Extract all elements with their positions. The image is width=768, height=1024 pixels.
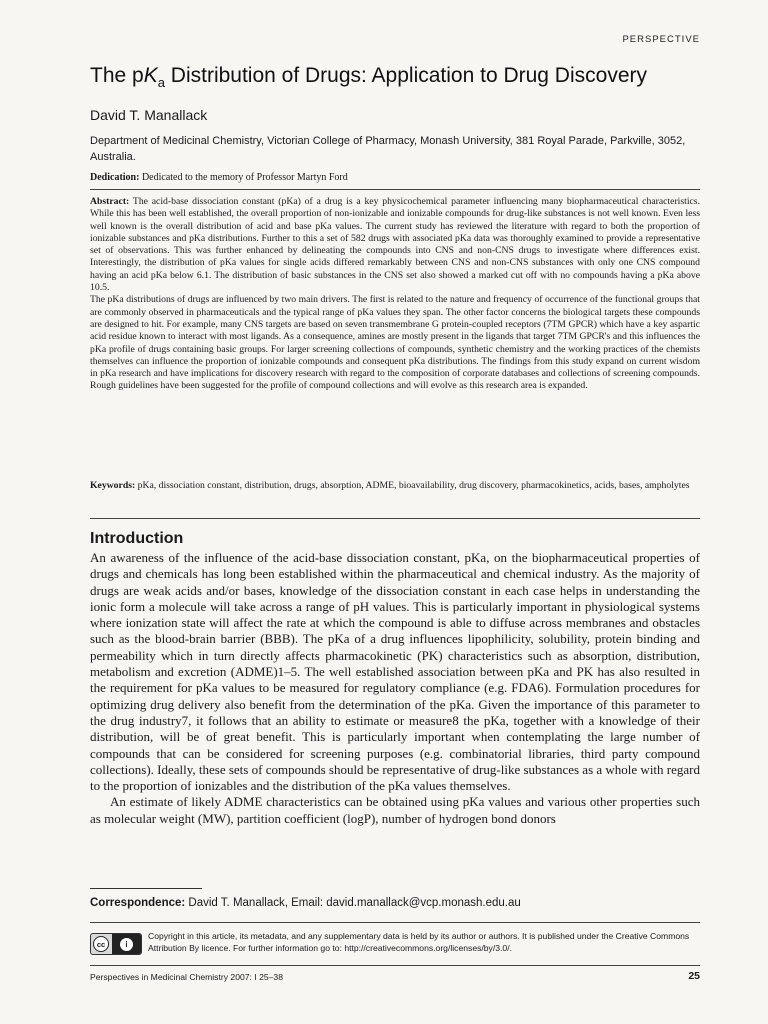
- keywords-text: pKa, dissociation constant, distribution, drugs, absorption, ADME, bioavailability, drug discovery, pharmacokinetics, acids, bases, ampholytes: [137, 480, 690, 491]
- article-title: The $pK_a$ Distribution of Drugs: Application to Drug Discovery: [90, 64, 647, 91]
- abstract-text-1: The acid-base dissociation constant (pKa) of a drug is a key physicochemical parameter influencing many biopharmaceutical characteristics. While this has been well established, the overall proportion of non-ionizable and ionizable compounds for drug-like substances is not well known. Even less well known is the overall distribution of acid and base pKa values. The current study has reviewed the literature with regard to both the proportion of ionizable substances and pKa distributions. Further to this a set of 582 drugs with associated pKa data was thoroughly examined to provide a representative set of observations. This was further enhanced by delineating the compounds into CNS and non-CNS drugs to investigate where differences exist. Interestingly, the distribution of pKa values for single acids differed remarkably between CNS and non-CNS substances with only one CNS compound having an acid pKa below 6.1. The distribution of basic substances in the CNS set also showed a marked cut off with no compounds having a pKa above 10.5.: [90, 196, 701, 294]
- divider: [90, 922, 700, 923]
- abstract: [90, 196, 700, 393]
- license-notice: Copyright in this article, its metadata, and any supplementary data is held by its author or authors. It is published under the Creative Commons Attribution By licence. For further information go to: http://creativecommons.org/licenses/by/3.0/.: [148, 931, 690, 953]
- intro-paragraph-2: An estimate of likely ADME characteristics can be obtained using pKa values and various other properties such as molecular weight (MW), partition coefficient (logP), number of hydrogen bond donors: [90, 794, 700, 826]
- title-sub: a: [157, 75, 165, 91]
- cc-icon: cc: [93, 936, 109, 952]
- correspondence: [90, 897, 521, 909]
- abstract-paragraph-1: [90, 196, 700, 294]
- section-heading: Introduction: [90, 530, 184, 547]
- intro-paragraph-1: An awareness of the influence of the acid-base dissociation constant, pKa, on the biopharmaceutical properties of drugs and chemicals has long been established within the pharmaceutical and chemical industry. As the majority of drugs are weak acids and/or bases, knowledge of the dissociation constant in each case helps in understanding the ionic form a molecule will take across a range of pH values. This is particularly important in physiological systems where ionization state will affect the rate at which the compound is able to diffuse across membranes and obstacles such as the blood-brain barrier (BBB). The pKa of a drug influences lipophilicity, solubility, protein binding and permeability which in turn directly affects pharmacokinetic (PK) characteristics such as absorption, distribution, metabolism and excretion (ADME)1–5. The well established association between pKa and PK has also resulted in the requirement for pKa values to be measured for regulatory compliance (e.g. FDA6). Formulation procedures for optimizing drug delivery also benefit from the determination of the pKa. Given the importance of this parameter to the drug industry7, it follows that an ability to estimate or measure8 the pKa, together with a knowledge of their distribution, will be of great benefit. This is particularly important when contemplating the large number of compounds that can be considered for screening purposes (e.g. combinatorial libraries, third party compound collections). Ideally, these sets of compounds should be representative of drug-like substances as a whole with regard to the proportion of ionizables and the distribution of the pKa values themselves.: [90, 550, 700, 794]
- journal-citation: Perspectives in Medicinal Chemistry 2007: I 25–38: [90, 972, 283, 982]
- dedication-text: Dedicated to the memory of Professor Martyn Ford: [141, 172, 348, 183]
- introduction-body: [90, 550, 700, 827]
- by-section: [112, 934, 141, 954]
- cc-by-badge-icon[interactable]: [90, 933, 142, 955]
- dedication-label: Dedication:: [90, 172, 140, 183]
- dedication: [90, 172, 700, 183]
- divider: [90, 518, 700, 519]
- divider: [90, 189, 700, 190]
- footnote-rule: [90, 888, 202, 889]
- abstract-paragraph-2: The pKa distributions of drugs are influenced by two main drivers. The first is related to the nature and frequency of occurrence of the functional groups that are commonly observed in pharmaceuticals and the typical range of pKa values they span. The other factor concerns the biological targets these compounds are designed to hit. For example, many CNS targets are based on seven transmembrane G protein-coupled receptors (7TM GPCR) which have a key aspartic acid residue known to interact with most ligands. As a consequence, amines are mostly present in the ligands that target 7TM GPCR's and this influences the pKa profile of drugs containing basic groups. For larger screening collections of compounds, synthetic chemistry and the working practices of the chemists themselves can influence the proportion of ionizable compounds and consequent pKa distributions. The findings from this study expand on current wisdom in pKa research and have implications for discovery research with regard to the composition of corporate databases and collections of screening compounds. Rough guidelines have been suggested for the profile of compound collections and will evolve as this research area is expanded.: [90, 294, 700, 392]
- title-k: K: [143, 64, 158, 87]
- correspondence-email[interactable]: David T. Manallack, Email: david.manallack@vcp.monash.edu.au: [188, 897, 521, 909]
- page-number: 25: [688, 970, 700, 982]
- affiliation: Department of Medicinal Chemistry, Victorian College of Pharmacy, Monash University, 381 Royal Parade, Parkville, 3052, Australia.: [90, 135, 686, 163]
- attribution-person-icon: i: [120, 938, 133, 951]
- abstract-label: Abstract:: [90, 196, 130, 207]
- keywords-label: Keywords:: [90, 480, 136, 491]
- keywords: [90, 480, 700, 492]
- author-name: David T. Manallack: [90, 107, 208, 123]
- section-label: PERSPECTIVE: [622, 34, 700, 45]
- correspondence-label: Correspondence:: [90, 897, 186, 909]
- divider: [90, 965, 700, 966]
